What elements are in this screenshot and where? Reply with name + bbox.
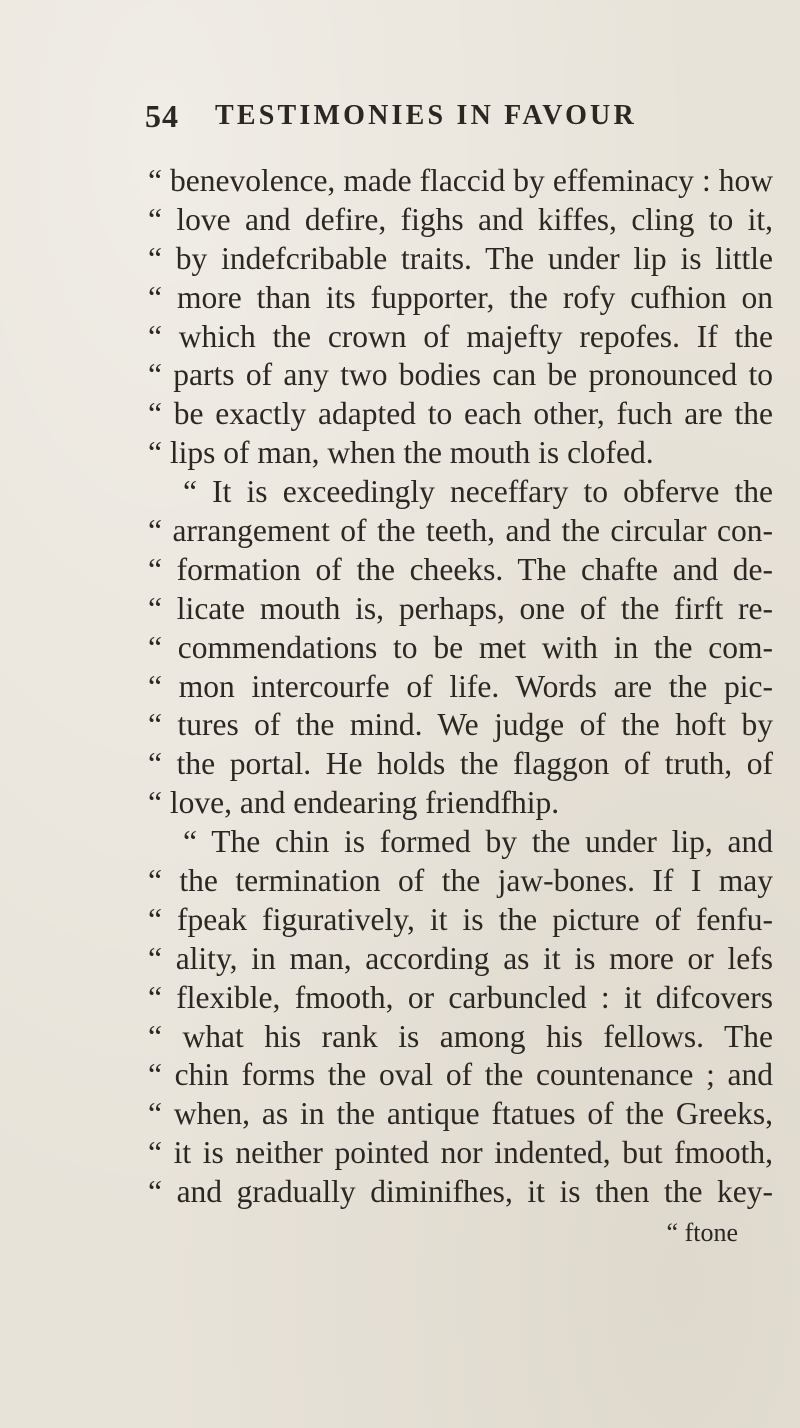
text-line-content: “ The chin is formed by the under lip, and: [183, 824, 773, 860]
text-line: [148, 668, 773, 707]
text-line: [148, 940, 773, 979]
text-line-content: “ formation of the cheeks. The chafte and de-: [148, 551, 773, 587]
page-number: 54: [145, 98, 179, 134]
text-line-content: “ arrangement of the teeth, and the circular con-: [148, 513, 773, 549]
text-line: [148, 823, 773, 862]
text-line-content: “ more than its fupporter, the rofy cufhion on: [148, 279, 773, 315]
text-line: [148, 512, 773, 551]
text-line: [148, 356, 773, 395]
text-line-content: “ mon intercourfe of life. Words are the pic-: [148, 668, 773, 704]
catchword: [148, 1212, 773, 1251]
text-line-content: “ fpeak figuratively, it is the picture of fenfu-: [148, 901, 773, 937]
text-line: [148, 434, 773, 473]
text-line: [148, 901, 773, 940]
text-line: [148, 1173, 773, 1212]
text-line: [148, 862, 773, 901]
text-line-content: “ the termination of the jaw-bones. If I may: [148, 863, 773, 899]
text-line-content: “ It is exceedingly neceffary to obferve the: [183, 474, 773, 510]
body-text: [148, 162, 773, 1251]
text-line: [148, 1018, 773, 1057]
text-line-content: “ it is neither pointed nor indented, but fmooth,: [148, 1135, 773, 1171]
text-line: [148, 1095, 773, 1134]
text-line-content: “ the portal. He holds the flaggon of truth, of: [148, 746, 773, 782]
text-line-content: “ benevolence, made flaccid by effeminacy : how: [148, 163, 773, 198]
text-line: [148, 473, 773, 512]
text-line-content: “ parts of any two bodies can be pronounced to: [148, 357, 773, 393]
text-line: [148, 162, 773, 201]
text-line: [148, 706, 773, 745]
text-line: [148, 318, 773, 357]
text-line-content: “ chin forms the oval of the countenance ; and: [148, 1057, 773, 1093]
text-line-content: “ tures of the mind. We judge of the hoft by: [148, 707, 773, 743]
text-line: [148, 1134, 773, 1173]
text-line: [148, 201, 773, 240]
text-line-content: “ and gradually diminifhes, it is then the key-: [148, 1174, 773, 1210]
text-line-content: “ by indefcribable traits. The under lip is little: [148, 240, 773, 276]
running-head: TESTIMONIES IN FAVOUR: [215, 100, 637, 131]
text-line: [148, 745, 773, 784]
text-line: [148, 979, 773, 1018]
text-line-content: “ licate mouth is, perhaps, one of the firft re-: [148, 590, 773, 626]
text-line: [148, 1056, 773, 1095]
text-line: [148, 279, 773, 318]
page-header: [145, 98, 765, 138]
text-line: [148, 590, 773, 629]
text-line-content: “ love and defire, fighs and kiffes, cling to it,: [148, 201, 773, 237]
text-line-content: “ when, as in the antique ftatues of the Greeks,: [148, 1096, 773, 1132]
text-line-content: “ ality, in man, according as it is more or lefs: [148, 940, 773, 976]
text-line-content: “ love, and endearing friendfhip.: [148, 785, 560, 821]
text-line-content: “ which the crown of majefty repofes. If the: [148, 318, 773, 354]
text-line-content: “ flexible, fmooth, or carbuncled : it difcovers: [148, 979, 773, 1015]
text-line-content: “ commendations to be met with in the com-: [148, 629, 773, 665]
text-line: [148, 395, 773, 434]
text-line: [148, 240, 773, 279]
text-line: [148, 629, 773, 668]
text-line-content: “ lips of man, when the mouth is clofed.: [148, 435, 654, 471]
text-line: [148, 551, 773, 590]
text-line-content: “ be exactly adapted to each other, fuch are the: [148, 396, 773, 432]
text-line: [148, 784, 773, 823]
text-line-content: “ ftone: [666, 1218, 738, 1248]
text-line-content: “ what his rank is among his fellows. The: [148, 1018, 773, 1054]
